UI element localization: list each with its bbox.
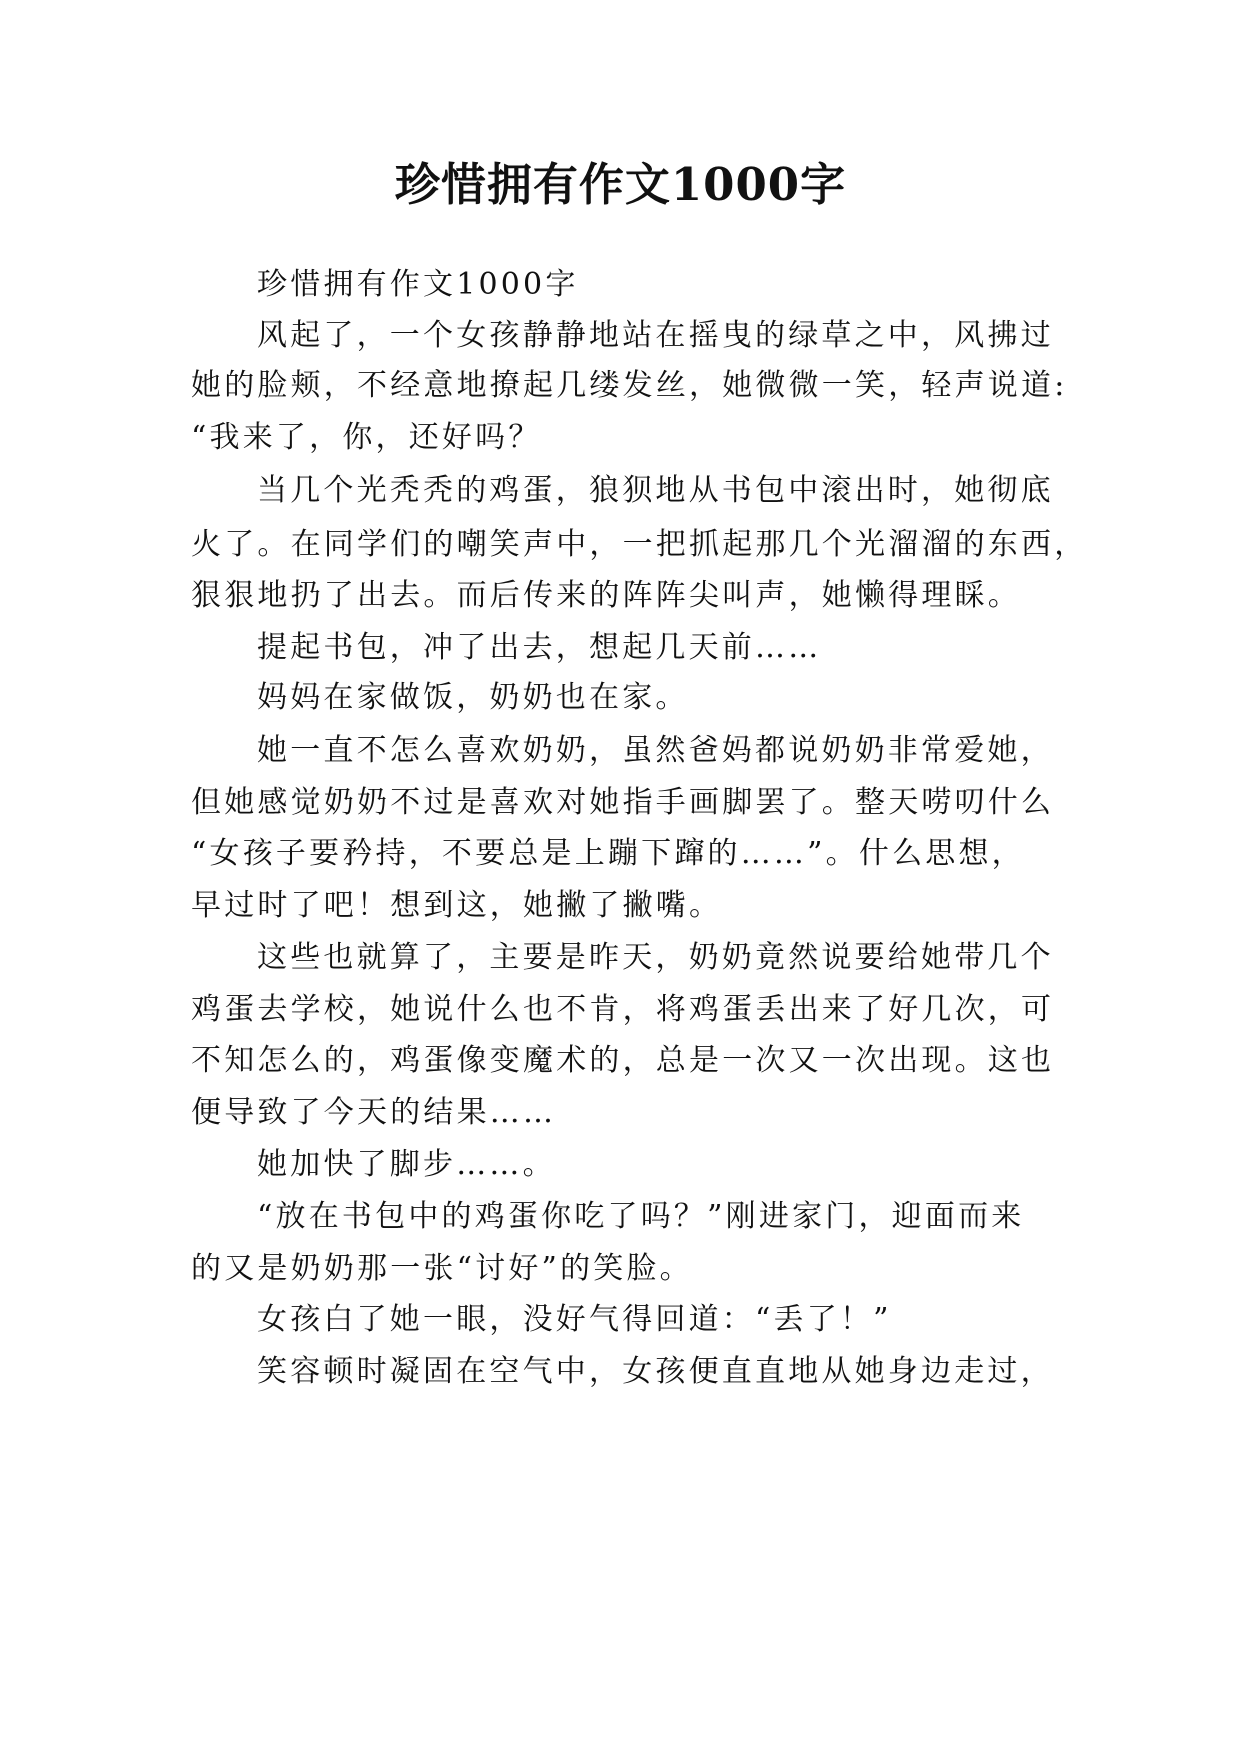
paragraph-line: 笑容顿时凝固在空气中，女孩便直直地从她身边走过， (257, 1354, 1054, 1389)
paragraph-line: 她的脸颊，不经意地撩起几缕发丝，她微微一笑，轻声说道: (191, 368, 1068, 403)
paragraph-line: 早过时了吧！想到这，她撇了撇嘴。 (191, 888, 723, 923)
paragraph-line: 妈妈在家做饭，奶奶也在家。 (257, 680, 689, 715)
paragraph-line: 她加快了脚步……。 (257, 1147, 556, 1182)
paragraph-line: 鸡蛋去学校，她说什么也不肯，将鸡蛋丢出来了好几次，可 (191, 992, 1055, 1027)
paragraph-line: 的又是奶奶那一张“讨好”的笑脸。 (191, 1251, 693, 1286)
paragraph-line: “女孩子要矜持，不要总是上蹦下蹿的……”。什么思想， (191, 836, 1025, 871)
paragraph-line: 火了。在同学们的嘲笑声中，一把抓起那几个光溜溜的东西， (191, 527, 1088, 562)
paragraph-line: 风起了，一个女孩静静地站在摇曳的绿草之中，风拂过 (257, 318, 1054, 353)
paragraph-line: 但她感觉奶奶不过是喜欢对她指手画脚罢了。整天唠叨什么 (191, 785, 1055, 820)
paragraph-line: 不知怎么的，鸡蛋像变魔术的，总是一次又一次出现。这也 (191, 1043, 1055, 1078)
paragraph-line: 这些也就算了，主要是昨天，奶奶竟然说要给她带几个 (257, 940, 1054, 975)
paragraph-line: 便导致了今天的结果…… (191, 1095, 557, 1130)
paragraph-line: 狠狠地扔了出去。而后传来的阵阵尖叫声，她懒得理睬。 (191, 578, 1021, 613)
document-title: 珍惜拥有作文1000字 (394, 158, 847, 211)
paragraph-line: 她一直不怎么喜欢奶奶，虽然爸妈都说奶奶非常爱她， (257, 733, 1054, 768)
paragraph-line: “我来了，你，还好吗？ (191, 420, 542, 455)
paragraph-line: 女孩白了她一眼，没好气得回道：“丢了！” (257, 1302, 892, 1337)
paragraph-line: 提起书包，冲了出去，想起几天前…… (257, 630, 822, 665)
paragraph-line: 珍惜拥有作文1000字 (257, 267, 579, 302)
paragraph-line: “放在书包中的鸡蛋你吃了吗？”刚进家门，迎面而来 (257, 1199, 1025, 1234)
paragraph-line: 当几个光秃秃的鸡蛋，狼狈地从书包中滚出时，她彻底 (257, 473, 1054, 508)
